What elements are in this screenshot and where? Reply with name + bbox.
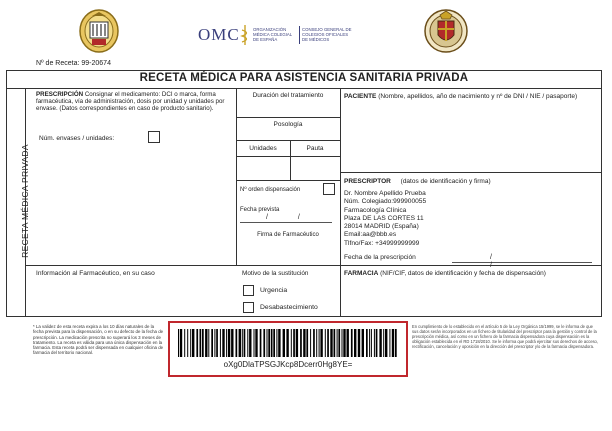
- fecha-prescripcion-slashes: / /: [490, 254, 514, 269]
- omc-logo-icon: [240, 24, 250, 46]
- pauta-label: Pauta: [306, 145, 324, 152]
- omc-sub-right: CONSEJO GENERAL DE COLEGIOS OFICIALES DE MÉDICOS: [302, 27, 352, 42]
- form-title: RECETA MÉDICA PARA ASISTENCIA SANITARIA PRIVADA: [139, 72, 469, 84]
- num-envases-label: Núm. envases / unidades:: [39, 135, 115, 142]
- prescriptor-line: Plaza DE LAS CORTES 11: [344, 214, 424, 222]
- prescriptor-label: PRESCRIPTOR: [344, 178, 391, 185]
- omc-logo-text: OMC: [198, 25, 240, 44]
- paciente-label: PACIENTE: [344, 93, 377, 100]
- desabastecimiento-checkbox[interactable]: [243, 302, 254, 313]
- info-farmaceutico-label: Información al Farmacéutico, en su caso: [36, 270, 155, 277]
- side-label: RECETA MÉDICA PRIVADA: [20, 144, 30, 258]
- prescriptor-line: Email:aa@bbb.es: [344, 231, 397, 239]
- unidades-label: Unidades: [249, 145, 277, 152]
- fecha-prevista-slashes: / /: [266, 214, 314, 221]
- spain-crest-seal-icon: [424, 7, 468, 55]
- farmacia-block: [344, 270, 598, 278]
- prescripcion-text: Consignar el medicamento: DCI o marca, forma farmacéutica, vía de administración, dosis por unidad y unidades por envase. (Datos correspondientes en caso de producto sanitario).: [36, 91, 225, 112]
- prescriptor-details: [344, 190, 544, 248]
- posologia-label: Posología: [273, 121, 303, 128]
- prescripcion-block: [36, 91, 232, 112]
- motivo-label: Motivo de la sustitución: [242, 270, 309, 277]
- fecha-prevista-label: Fecha prevista: [240, 207, 280, 213]
- farmacia-text: (NIF/CIF, datos de identificación y fecha de dispensación): [380, 270, 546, 277]
- duracion-label: Duración del tratamiento: [252, 92, 324, 99]
- prescriptor-line: 28014 MADRID (España): [344, 223, 419, 231]
- left-seal-icon: [78, 8, 120, 54]
- prescriptor-line: Núm. Colegiado:999900055: [344, 198, 427, 206]
- prescriptor-text: (datos de identificación y firma): [400, 178, 491, 185]
- num-dispensacion-label: Nº orden dispensación: [240, 187, 301, 193]
- farmacia-label: FARMACIA: [344, 270, 379, 277]
- num-dispensacion-box[interactable]: [323, 183, 335, 195]
- prescripcion-label: PRESCRIPCIÓN: [36, 91, 84, 98]
- barcode-frame: [168, 321, 408, 377]
- urgencia-checkbox[interactable]: [243, 285, 254, 296]
- urgencia-label: Urgencia: [260, 287, 288, 294]
- validity-note: * La validez de esta receta expira a los 10 días naturales de la fecha prevista para la dispensación, o en su defecto de la fecha de prescripción. La medicación prescrita no superará los 3 meses de tratamiento. La receta es válida para una única dispensación en la farmacia. Esta receta podrá ser dispensada en cualquier oficina de farmacia del territorio nacional.: [33, 324, 164, 356]
- barcode-code: oXg0DlaTPSGJKcp8Dcerr0Hg8YE=: [223, 360, 353, 369]
- desabastecimiento-label: Desabastecimiento: [260, 304, 318, 311]
- recipe-number: [36, 60, 111, 68]
- privacy-note: En cumplimiento de lo establecido en el artículo 5 de la Ley Orgánica 15/1999, se le informa de que sus datos serán incorporados en un fichero de titularidad del prescriptor para la gestión y control de la prescripción médica, así como en un fichero de la farmacia dispensadora cuya dispensación es la obligación establecida en el RD 1718/2010. Se le informa que podrá ejercitar sus derechos de acceso, rectificación, cancelación y oposición en la dirección del prescriptor y/o de la farmacia dispensadora.: [412, 324, 598, 349]
- num-envases-box[interactable]: [148, 131, 160, 143]
- barcode-icon: [178, 329, 398, 357]
- recipe-number-label: Nº de Receta:: [36, 60, 80, 67]
- firma-farmaceutico-label: Firma de Farmacéutico: [257, 232, 319, 238]
- omc-logo: [198, 22, 358, 52]
- recipe-number-value: 99-20674: [81, 60, 111, 67]
- prescriptor-line: Dr. Nombre Apellido Prueba: [344, 190, 426, 197]
- paciente-text: (Nombre, apellidos, año de nacimiento y nº de DNI / NIE / pasaporte): [378, 93, 578, 100]
- prescriptor-line: Tlfno/Fax: +34999999999: [344, 239, 420, 247]
- prescriptor-line: Farmacología Clínica: [344, 206, 407, 214]
- paciente-block: [344, 93, 598, 101]
- prescriptor-block: [344, 178, 598, 186]
- fecha-prescripcion-label: Fecha de la prescripción: [344, 254, 416, 261]
- omc-sub-left: ORGANIZACIÓN MÉDICA COLEGIAL DE ESPAÑA: [253, 27, 293, 42]
